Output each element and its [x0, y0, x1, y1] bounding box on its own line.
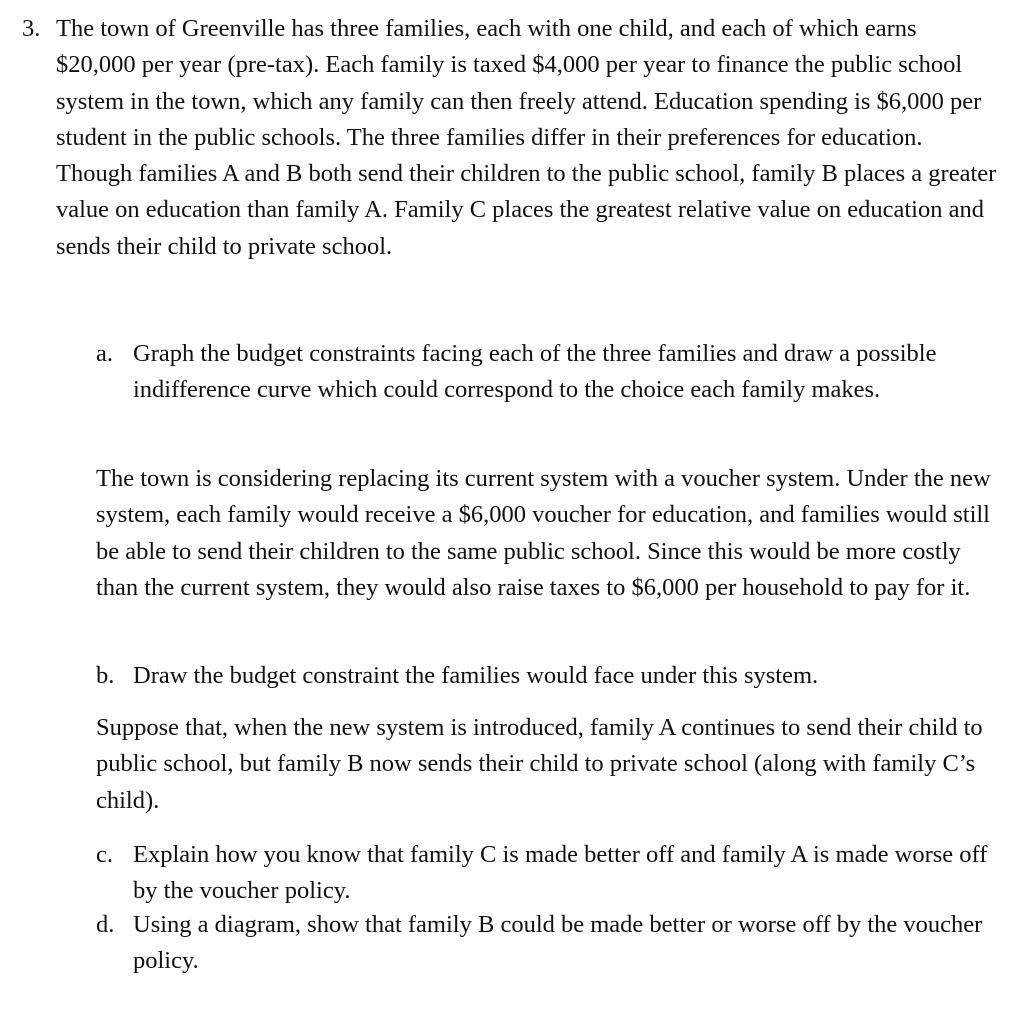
question-intro: The town of Greenville has three families, each with one child, and each of which earns $20,000 per year (pre-tax). Each family is taxed $4,000 per year to finance the public school system in the town, which any family can then freely attend. Education spending is $6,000 per student in the public schools. The three families differ in their preferences for education. Though families A and B both send their children to the public school, family B places a greater value on education than family A. Family C places the greatest relative value on education and sends their child to private school. [56, 15, 997, 260]
voucher-paragraph: The town is considering replacing its current system with a voucher system. Under the new system, each family would receive a $6,000 voucher for education, and families would still be able to send their children to the same public school. Since this would be more costly than the current system, they would also raise taxes to $6,000 per household to pay for it. [96, 465, 991, 601]
question-3 [22, 11, 997, 265]
part-d [96, 907, 991, 980]
suppose-paragraph: Suppose that, when the new system is introduced, family A continues to send their child to public school, but family B now sends their child to private school (along with family C’s child). [96, 714, 983, 814]
part-b [96, 658, 991, 694]
part-a-text: Graph the budget constraints facing each of the three families and draw a possible indifference curve which could correspond to the choice each family makes. [133, 340, 937, 404]
part-a-letter: a. [96, 340, 113, 367]
part-c-letter: c. [96, 841, 113, 868]
part-a [96, 336, 991, 409]
part-c-text: Explain how you know that family C is made better off and family A is made worse off by the voucher policy. [133, 841, 988, 905]
part-b-letter: b. [96, 662, 115, 689]
question-number: 3. [22, 15, 41, 42]
part-c [96, 837, 991, 910]
part-d-letter: d. [96, 911, 115, 938]
part-b-text: Draw the budget constraint the families would face under this system. [133, 662, 819, 689]
question-body [56, 11, 997, 265]
part-d-text: Using a diagram, show that family B could be made better or worse off by the voucher policy. [133, 911, 983, 975]
